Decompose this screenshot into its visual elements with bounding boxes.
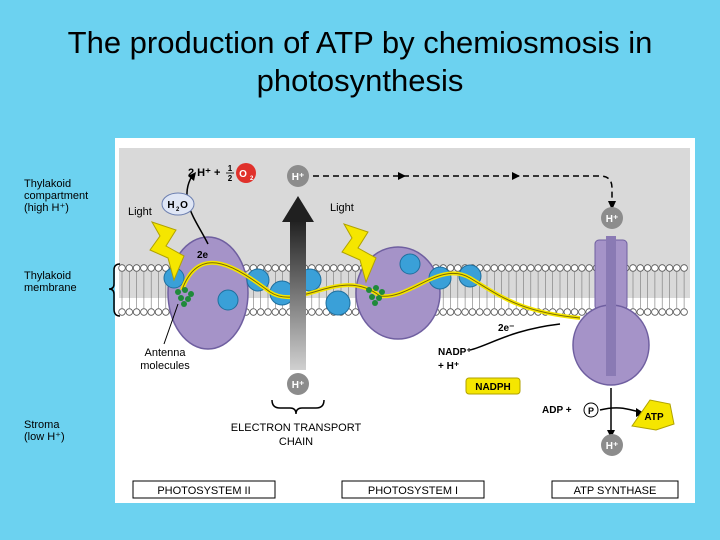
antenna-label-line: molecules [140,360,190,372]
light-label-left: Light [128,206,152,218]
lipid-head [644,265,651,272]
lipid-head [571,265,578,272]
label-line: membrane [24,282,77,294]
lipid-head [119,265,126,272]
lipid-head [491,265,498,272]
svg-text:H⁺: H⁺ [605,214,619,225]
lipid-head [681,265,688,272]
atp-formation-arrow [600,408,640,412]
photosystem-i-box [342,481,484,498]
lipid-head [535,265,542,272]
lipid-head [666,309,673,316]
lipid-head [352,265,359,272]
oxygen-badge [236,163,256,183]
h-plus-badge [601,434,623,456]
lipid-head [549,265,556,272]
lipid-head [455,309,462,316]
light-label-right: Light [330,202,354,214]
lipid-head [155,265,162,272]
water-badge [162,193,194,215]
lipid-head [674,265,681,272]
lipid-head [579,265,586,272]
lipid-head [666,265,673,272]
proton-gradient-arrow [290,220,306,370]
lipid-head [469,309,476,316]
lipid-head [484,265,491,272]
h-plus-badge [601,207,623,229]
lipid-head [330,265,337,272]
lipid-head [126,265,133,272]
etc-brace [272,400,324,414]
svg-text:O: O [180,200,188,211]
photosystem-ii-box [133,481,275,498]
lipid-head [557,265,564,272]
lipid-head [652,309,659,316]
lipid-head [498,265,505,272]
membrane-brace [109,264,120,316]
lipid-head [272,309,279,316]
lipid-head [141,265,148,272]
lipid-head [316,265,323,272]
lipid-head [309,309,316,316]
phosphate-badge [584,403,598,417]
lipid-head [571,309,578,316]
lipid-head [279,265,286,272]
lipid-head [133,265,140,272]
antenna-label-line: Antenna [144,347,186,359]
lipid-head [586,265,593,272]
lipid-head [644,309,651,316]
lipid-head [506,265,513,272]
lipid-head [272,265,279,272]
proton-equation: 2 H⁺ + [188,167,221,179]
svg-text:ATP SYNTHASE: ATP SYNTHASE [573,485,657,497]
nadp-arrow [470,324,560,350]
lipid-head [163,309,170,316]
half-denominator: 2 [227,174,233,183]
lipid-head [579,309,586,316]
svg-text:O: O [239,169,247,180]
nadph-badge [466,378,520,394]
svg-text:2: 2 [250,176,254,182]
etc-label-line: CHAIN [278,436,314,448]
lipid-head [462,309,469,316]
label-line: (low H⁺) [24,431,65,443]
lipid-head [513,265,520,272]
lipid-head [265,265,272,272]
nadp-label-line: + H⁺ [438,361,460,372]
svg-text:2: 2 [176,207,180,213]
lipid-head [141,309,148,316]
svg-text:PHOTOSYSTEM I: PHOTOSYSTEM I [367,485,459,497]
lipid-head [345,265,352,272]
lipid-head [148,265,155,272]
lipid-head [506,309,513,316]
lipid-head [440,309,447,316]
lipid-head [528,265,535,272]
lipid-head [564,265,571,272]
svg-text:ATP: ATP [644,412,664,423]
label-line: Thylakoid [24,178,72,190]
lipid-head [513,309,520,316]
lipid-head [491,309,498,316]
label-line: (high H⁺) [24,202,69,214]
svg-text:P: P [587,406,595,416]
lipid-head [119,309,126,316]
lipid-head [659,309,666,316]
etc-label-line: ELECTRON TRANSPORT [230,422,362,434]
lipid-head [630,265,637,272]
lipid-head [133,309,140,316]
atp-synthase-box [552,481,678,498]
h-plus-badge [287,165,309,187]
lipid-head [652,265,659,272]
two-electrons-top: 2e [197,250,209,261]
lipid-head [126,309,133,316]
label-line: compartment [24,190,89,202]
lipid-head [637,309,644,316]
label-line: Thylakoid [24,270,72,282]
lipid-head [659,265,666,272]
lipid-head [681,309,688,316]
lipid-head [155,309,162,316]
lipid-head [250,309,257,316]
lipid-head [447,309,454,316]
lipid-head [148,309,155,316]
lipid-head [279,309,286,316]
half-numerator: 1 [227,164,233,173]
lipid-head [257,309,264,316]
lipid-head [674,309,681,316]
svg-text:H⁺: H⁺ [291,172,305,183]
lipid-head [484,309,491,316]
lipid-head [323,265,330,272]
lipid-head [498,309,505,316]
two-electrons-bottom: 2e⁻ [498,323,515,334]
h-plus-badge [287,373,309,395]
lipid-head [352,309,359,316]
svg-text:H⁺: H⁺ [605,441,619,452]
lipid-head [637,265,644,272]
nadp-label-line: NADP⁺ [438,347,472,358]
adp-label: ADP + [542,405,572,416]
lipid-head [476,309,483,316]
svg-text:H⁺: H⁺ [291,380,305,391]
lipid-head [542,265,549,272]
lipid-head [316,309,323,316]
lipid-head [265,309,272,316]
svg-text:H: H [167,200,175,211]
slide-title: The production of ATP by chemiosmosis in photosynthesis [67,25,653,98]
svg-text:NADPH: NADPH [475,382,511,393]
lipid-head [338,265,345,272]
label-line: Stroma [24,419,60,431]
lipid-head [520,265,527,272]
lipid-head [520,309,527,316]
svg-text:PHOTOSYSTEM II: PHOTOSYSTEM II [157,485,251,497]
